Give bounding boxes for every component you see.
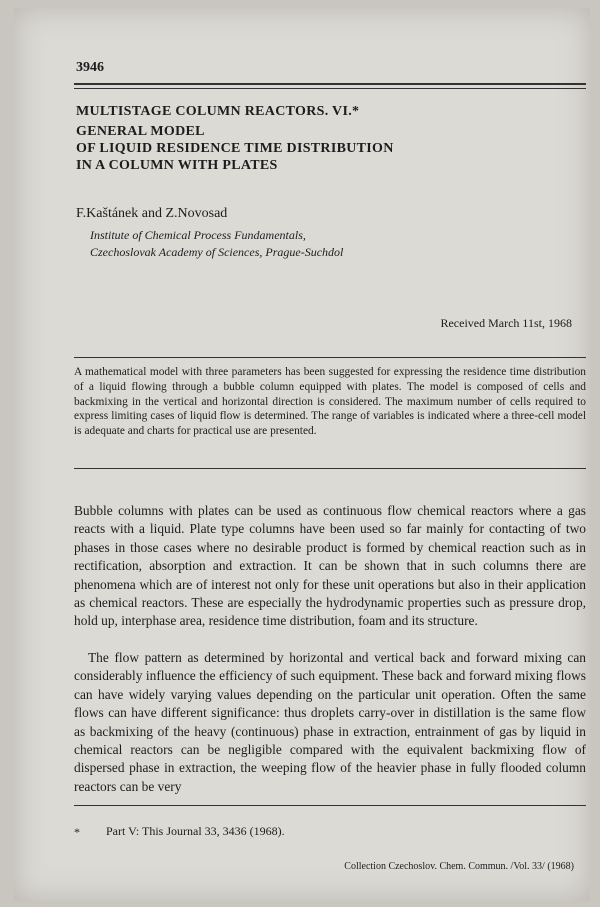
journal-page	[14, 8, 590, 901]
received-date: Received March 11st, 1968	[440, 316, 572, 330]
page-number: 3946	[76, 60, 104, 75]
authors: F.Kaštánek and Z.Novosad	[76, 206, 228, 221]
header-rule-thin	[74, 88, 586, 89]
journal-footer: Collection Czechoslov. Chem. Commun. /Vol. 33/ (1968)	[344, 861, 574, 872]
abstract: A mathematical model with three parameters has been suggested for expressing the residence time distribution of a liquid flowing through a bubble column equipped with plates. The model is composed of cells and backmixing in the vertical and horizontal direction is considered. The maximum number of cells required to express limiting cases of liquid flow is determined. The range of variables is indicated where a three-cell model is adequate and charts for practical use are presented.	[74, 366, 586, 438]
title-line-4: IN A COLUMN WITH PLATES	[76, 158, 278, 173]
footnote: Part V: This Journal 33, 3436 (1968).	[106, 824, 285, 838]
body-paragraph-1: Bubble columns with plates can be used as continuous flow chemical reactors where a gas reacts with a liquid. Plate type columns have been used so far mainly for contacting of two phases in those cases where no desirable product is formed by chemical reaction such as in rectification, absorption and extraction. It can be shown that in such columns there are phenomena which are of interest not only for these unit operations but also in their application as chemical reactors. These are especially the hydrodynamic properties such as pressure drop, hold up, interphase area, residence time distribution, foam and its structure.	[74, 503, 586, 629]
affiliation-line-2: Czechoslovak Academy of Sciences, Prague-Suchdol	[90, 245, 344, 259]
footnote-rule	[74, 805, 586, 806]
header-rule	[74, 83, 586, 85]
body-paragraph-2: The flow pattern as determined by horizontal and vertical back and forward mixing can considerably influence the efficiency of such equipment. These back and forward mixing flows can have widely varying values depending on the particular unit operation. Often the same flows can have different significance: thus droplets carry-over in distillation is the same flow as backmixing of the heavy (continuous) phase in extraction, entrainment of gas by liquid in chemical reactors can be negligible compared with the equivalent backmixing flow of dispersed phase in extraction, the weeping flow of the heavier phase in fully flooded column reactors can be very	[74, 650, 586, 794]
title-line-3: OF LIQUID RESIDENCE TIME DISTRIBUTION	[76, 141, 394, 156]
affiliation-line-1: Institute of Chemical Process Fundamentals,	[90, 228, 306, 242]
title-line-1: MULTISTAGE COLUMN REACTORS. VI.*	[76, 104, 360, 119]
abstract-top-rule	[74, 357, 586, 358]
abstract-bottom-rule	[74, 468, 586, 469]
footnote-mark: *	[74, 825, 80, 839]
title-line-2: GENERAL MODEL	[76, 124, 205, 139]
